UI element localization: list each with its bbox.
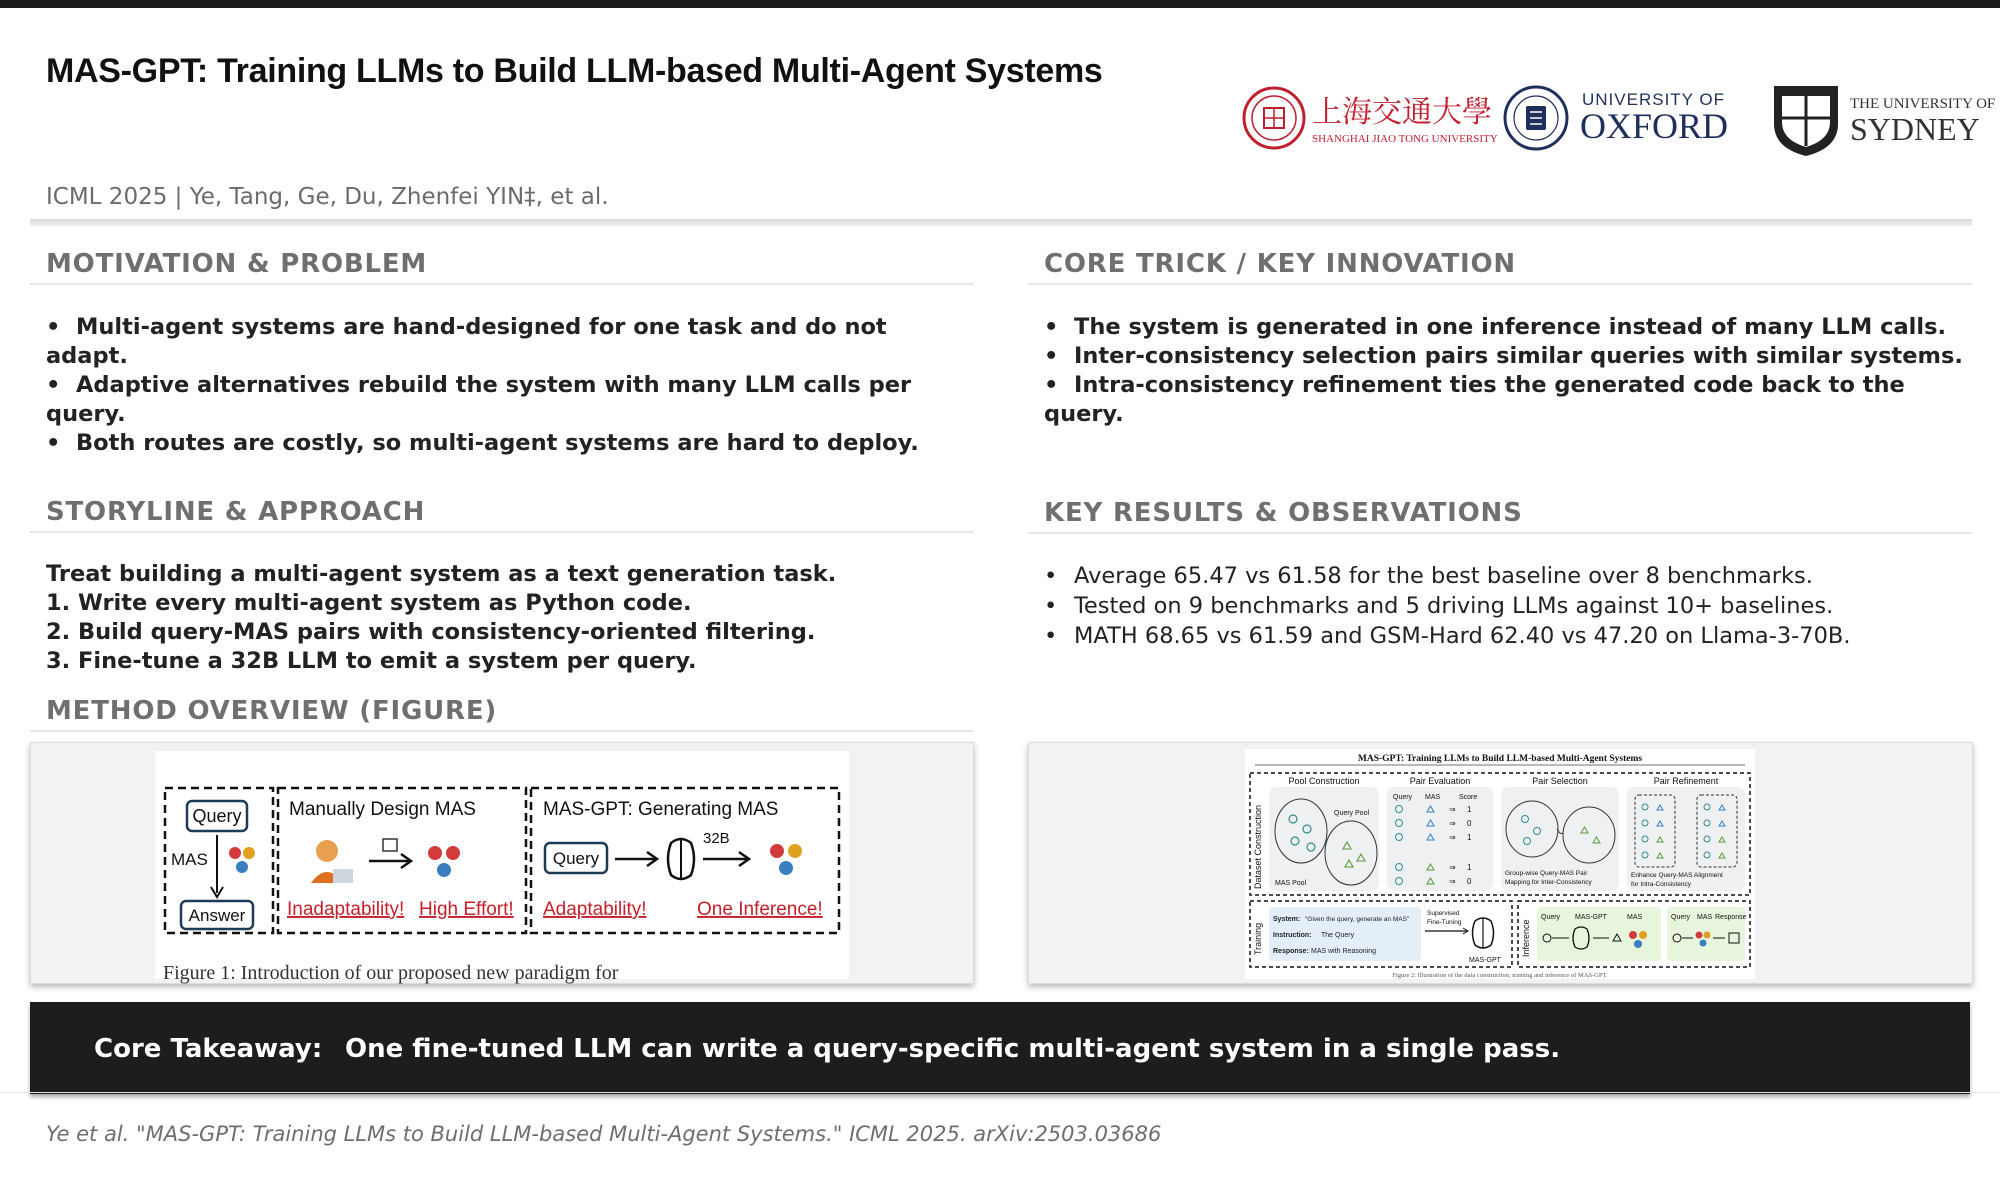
results-title: KEY RESULTS & OBSERVATIONS [1044, 498, 1523, 528]
page-title: MAS-GPT: Training LLMs to Build LLM-based Multi-Agent Systems [46, 52, 1103, 90]
storyline-line: 3. Fine-tune a 32B LLM to emit a system per query. [46, 648, 697, 674]
sjtu-en-name: SHANGHAI JIAO TONG UNIVERSITY [1312, 133, 1498, 145]
motivation-rule [30, 283, 973, 285]
storyline-line: 1. Write every multi-agent system as Python code. [46, 590, 692, 616]
storyline-line: 2. Build query-MAS pairs with consistency-oriented filtering. [46, 619, 816, 645]
takeaway-label: Core Takeaway: [94, 1034, 323, 1064]
results-rule [1028, 532, 1972, 534]
figure-1-panel [30, 742, 974, 984]
top-bar [0, 0, 2000, 8]
fig1-adaptability: Adaptability! [543, 899, 647, 920]
motivation-list [46, 313, 976, 458]
fig2-system-text: "Given the query, generate an MAS" [1305, 916, 1410, 923]
core-trick-rule [1028, 283, 1972, 285]
fig2-title: MAS-GPT: Training LLMs to Build LLM-based Multi-Agent Systems [1357, 754, 1643, 764]
motivation-item: • Multi-agent systems are hand-designed for one task and do not adapt. [46, 314, 887, 369]
fig2-pool: Pool Construction [1288, 776, 1360, 786]
motivation-item: • Both routes are costly, so multi-agent systems are hard to deploy. [46, 430, 919, 456]
oxford-line1: UNIVERSITY OF [1582, 90, 1726, 109]
motivation-title: MOTIVATION & PROBLEM [46, 249, 428, 279]
fig2-masgpt: MAS-GPT [1469, 957, 1501, 964]
fig2-system-label: System: [1273, 916, 1301, 923]
fig2-sft2: Fine-Tuning [1427, 919, 1462, 926]
svg-text:⇒: ⇒ [1449, 819, 1456, 828]
fig2-sft1: Supervised [1427, 910, 1460, 917]
fig2-training: Training [1253, 922, 1263, 955]
footer-divider [0, 1092, 2000, 1093]
fig2-inf-mas: MAS [1627, 914, 1643, 921]
svg-text:⇒: ⇒ [1449, 833, 1456, 842]
fig1-high-effort: High Effort! [419, 899, 514, 920]
fig2-pair-ref: Pair Refinement [1653, 776, 1719, 786]
core-trick-title: CORE TRICK / KEY INNOVATION [1044, 249, 1516, 279]
fig2-pair-eval: Pair Evaluation [1409, 776, 1471, 786]
fig2-inf-query2: Query [1671, 914, 1691, 921]
fig2-pool-mas: MAS Pool [1275, 880, 1307, 887]
fig2-instruction-label: Instruction: [1273, 932, 1312, 939]
sydney-line1: THE UNIVERSITY OF [1850, 96, 1996, 112]
takeaway-text: One fine-tuned LLM can write a query-specific multi-agent system in a single pass. [345, 1034, 1561, 1064]
author-venue-line: ICML 2025 | Ye, Tang, Ge, Du, Zhenfei YIN‡, et al. [46, 184, 609, 210]
fig1-answer-label: Answer [188, 906, 246, 925]
svg-text:⇒: ⇒ [1449, 863, 1456, 872]
fig2-caption: Figure 2: Illustration of the data construction, training and inference of MAS-GPT. [1392, 972, 1608, 979]
fig1-mas-label: MAS [171, 850, 208, 869]
method-title: METHOD OVERVIEW (FIGURE) [46, 696, 498, 726]
fig1-gen-title: MAS-GPT: Generating MAS [543, 799, 779, 820]
fig2-col-mas: MAS [1425, 794, 1441, 801]
fig2-pool-query: Query Pool [1334, 810, 1370, 817]
figure-2 [1029, 743, 1972, 983]
fig2-score: 1 [1467, 863, 1472, 872]
fig2-response-label: Response: [1273, 948, 1309, 955]
core-trick-item: • Inter-consistency selection pairs similar queries with similar systems. [1044, 343, 1963, 369]
fig1-manual-title: Manually Design MAS [289, 799, 476, 820]
fig1-query2-label: Query [552, 849, 600, 868]
fig2-score: 0 [1467, 877, 1472, 886]
fig2-pair-sel: Pair Selection [1532, 776, 1588, 786]
results-item: • Average 65.47 vs 61.58 for the best baseline over 8 benchmarks. [1044, 563, 1813, 589]
svg-text:⇒: ⇒ [1449, 877, 1456, 886]
results-item: • MATH 68.65 vs 61.59 and GSM-Hard 62.40 vs 47.20 on Llama-3-70B. [1044, 623, 1851, 649]
storyline-text [46, 560, 976, 676]
core-trick-item: • The system is generated in one inference instead of many LLM calls. [1044, 314, 1947, 340]
fig2-inf-masgpt: MAS-GPT [1575, 914, 1607, 921]
fig2-col-query: Query [1393, 794, 1413, 801]
storyline-line: Treat building a multi-agent system as a text generation task. [46, 561, 837, 587]
citation: Ye et al. "MAS-GPT: Training LLMs to Build LLM-based Multi-Agent Systems." ICML 2025. arXiv:2503.03686 [46, 1122, 1162, 1146]
fig2-pair-ref-note1: Enhance Query-MAS Alignment [1631, 872, 1723, 879]
fig1-one-inference: One Inference! [697, 899, 823, 920]
sjtu-cn-name: 上海交通大學 [1312, 95, 1492, 130]
sydney-line2: SYDNEY [1850, 111, 1980, 147]
fig1-caption: Figure 1: Introduction of our proposed new paradigm for [163, 962, 619, 984]
fig2-col-score: Score [1459, 794, 1478, 801]
storyline-rule [30, 531, 973, 533]
figure-1 [31, 743, 973, 983]
fig2-pair-sel-note2: Mapping for Inter-Consistency [1505, 879, 1592, 886]
method-rule [30, 730, 973, 732]
fig2-inf-query: Query [1541, 914, 1561, 921]
oxford-line2: OXFORD [1580, 106, 1729, 146]
sjtu-logo [1244, 88, 1498, 148]
fig2-score: 1 [1467, 805, 1472, 814]
fig2-score: 1 [1467, 833, 1472, 842]
svg-text:⇒: ⇒ [1449, 805, 1456, 814]
storyline-title: STORYLINE & APPROACH [46, 497, 426, 527]
header-divider [30, 219, 1972, 226]
fig2-instruction-text: The Query [1321, 932, 1355, 939]
fig2-pair-sel-note1: Group-wise Query-MAS Pair [1505, 870, 1588, 877]
fig2-pair-ref-note2: for Intra-Consistency [1631, 881, 1691, 888]
core-trick-item: • Intra-consistency refinement ties the generated code back to the query. [1044, 372, 1905, 427]
sydney-logo [1774, 86, 1995, 156]
institution-logos [1238, 78, 1996, 158]
fig2-response-text: MAS with Reasoning [1311, 948, 1376, 955]
fig2-inf-mas2: MAS [1697, 914, 1713, 921]
core-takeaway-banner [30, 1002, 1970, 1094]
fig2-score: 0 [1467, 819, 1472, 828]
results-item: • Tested on 9 benchmarks and 5 driving LLMs against 10+ baselines. [1044, 593, 1834, 619]
fig1-32b-label: 32B [703, 830, 730, 847]
fig2-inf-response: Response [1715, 914, 1747, 921]
fig1-query-label: Query [192, 806, 242, 826]
fig2-side-label: Dataset Construction [1253, 804, 1263, 889]
oxford-logo [1505, 87, 1728, 149]
figure-2-panel [1028, 742, 1973, 984]
motivation-item: • Adaptive alternatives rebuild the system with many LLM calls per query. [46, 372, 912, 427]
results-list [1044, 561, 1964, 651]
fig1-inadaptability: Inadaptability! [287, 899, 405, 920]
fig2-inference: Inference [1521, 919, 1531, 957]
core-trick-list [1044, 313, 1964, 429]
